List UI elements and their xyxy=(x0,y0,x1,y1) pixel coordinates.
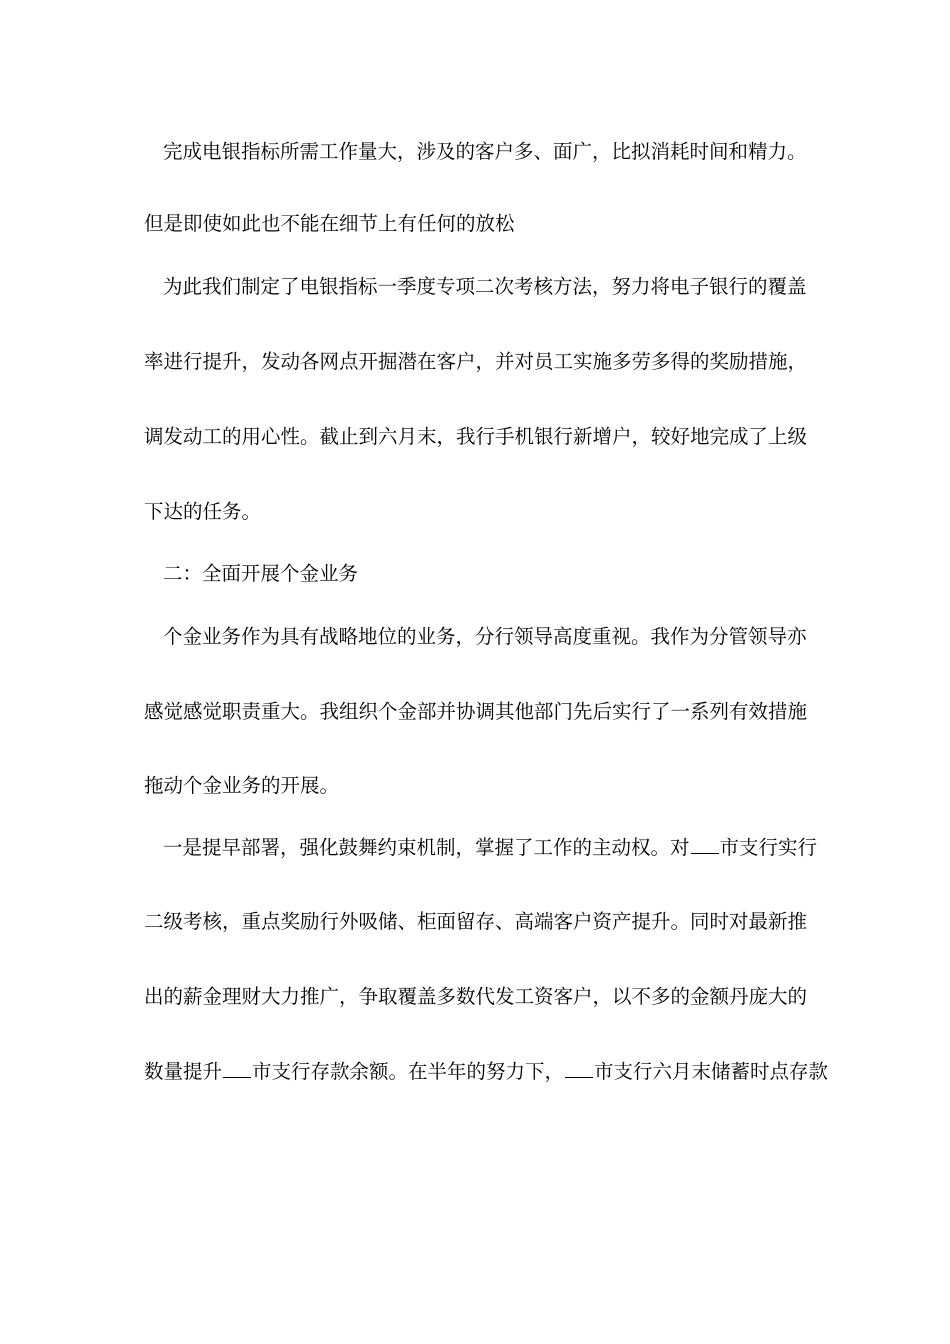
paragraph-line: 但是即使如此也不能在细节上有任何的放松 xyxy=(144,212,515,235)
paragraph-line: 感觉感觉职责重大。我组织个金部并协调其他部门先后实行了一系列有效措施 xyxy=(144,700,808,723)
fill-in-blank xyxy=(691,836,719,854)
line-segment: 市支行实行 xyxy=(719,836,818,859)
paragraph-line: 拖动个金业务的开展。 xyxy=(144,774,340,797)
paragraph-line: 出的薪金理财大力推广，争取覆盖多数代发工资客户，以不多的金额丹庞大的 xyxy=(144,985,808,1008)
line-segment: 数量提升 xyxy=(144,1060,223,1083)
paragraph-line xyxy=(144,1059,829,1085)
paragraph-line: 二级考核，重点奖励行外吸储、柜面留存、高端客户资产提升。同时对最新推 xyxy=(144,910,808,933)
paragraph-line: 下达的任务。 xyxy=(144,500,262,523)
fill-in-blank xyxy=(565,1060,593,1078)
section-heading: 二：全面开展个金业务 xyxy=(163,562,359,585)
paragraph-line: 为此我们制定了电银指标一季度专项二次考核方法，努力将电子银行的覆盖 xyxy=(163,275,807,298)
line-segment: 市支行存款余额。在半年的努力下， xyxy=(252,1060,565,1083)
paragraph-line xyxy=(144,835,823,861)
line-segment: 一是提早部署，强化鼓舞约束机制，掌握了工作的主动权。对 xyxy=(163,836,690,859)
paragraph-line: 完成电银指标所需工作量大，涉及的客户多、面广，比拟消耗时间和精力。 xyxy=(163,140,807,163)
paragraph-line: 个金业务作为具有战略地位的业务，分行领导高度重视。我作为分管领导亦 xyxy=(163,625,807,648)
paragraph-line: 调发动工的用心性。截止到六月末，我行手机银行新增户，较好地完成了上级 xyxy=(144,425,808,448)
paragraph-line: 率进行提升，发动各网点开掘潜在客户，并对员工实施多劳多得的奖励措施， xyxy=(144,350,808,373)
line-segment: 市支行六月末储蓄时点存款 xyxy=(594,1060,829,1083)
fill-in-blank xyxy=(223,1060,251,1078)
